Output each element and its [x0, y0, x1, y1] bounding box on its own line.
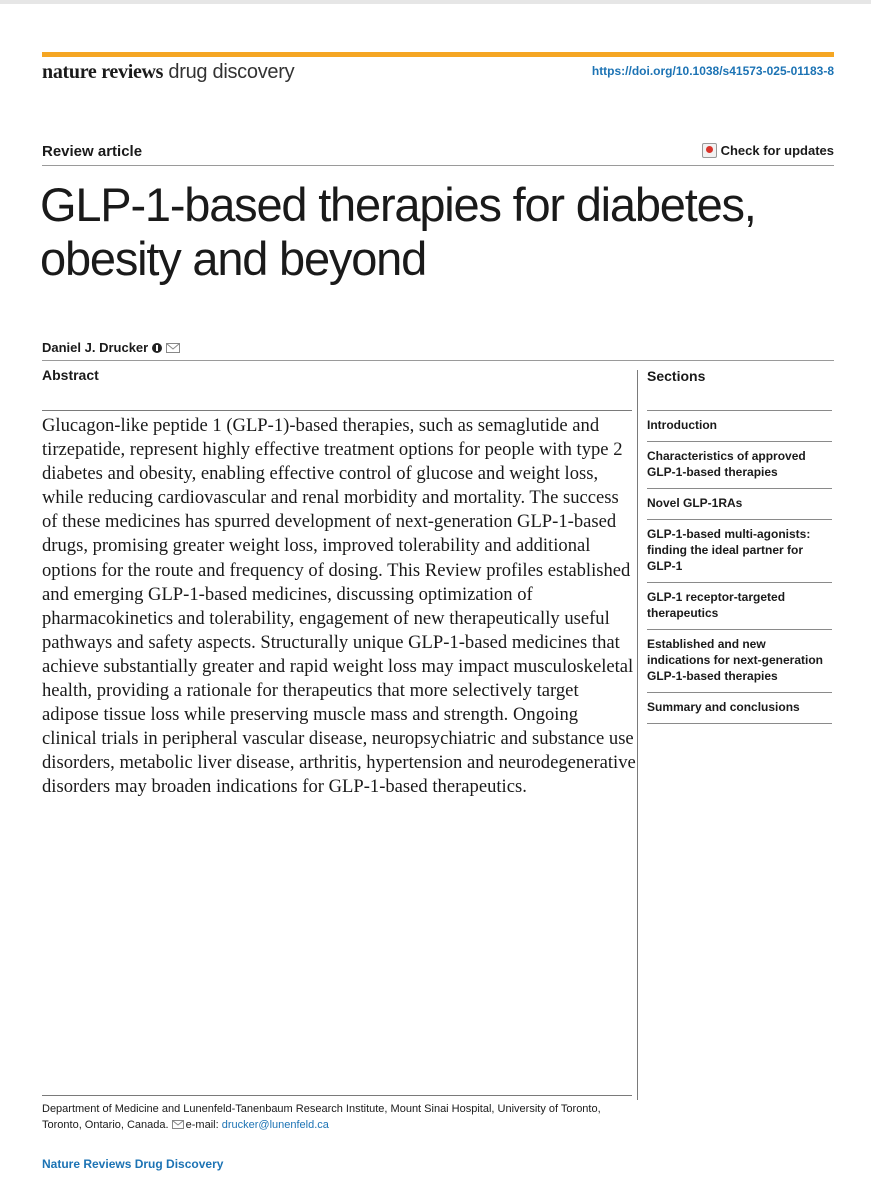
- email-icon: [172, 1120, 184, 1129]
- check-for-updates-label: Check for updates: [720, 143, 834, 158]
- sections-heading: Sections: [647, 368, 706, 384]
- orcid-icon[interactable]: [152, 343, 162, 353]
- affiliation-text: Department of Medicine and Lunenfeld-Tanenbaum Research Institute, Mount Sinai Hospital, University of Toronto, Toronto, Ontario, Canada.: [42, 1103, 601, 1131]
- section-link-summary[interactable]: Summary and conclusions: [647, 692, 832, 724]
- footnote-divider: [42, 1095, 632, 1096]
- journal-name-bold: nature reviews: [42, 61, 164, 83]
- abstract-divider: [42, 410, 632, 411]
- email-label: e-mail:: [185, 1119, 219, 1131]
- mail-icon[interactable]: [166, 343, 180, 353]
- footer-journal-name[interactable]: Nature Reviews Drug Discovery: [42, 1157, 224, 1171]
- column-divider: [637, 370, 638, 1100]
- section-link-indications[interactable]: Established and new indications for next-generation GLP-1-based therapies: [647, 629, 832, 692]
- section-link-receptor-targeted[interactable]: GLP-1 receptor-targeted therapeutics: [647, 582, 832, 629]
- abstract-text: Glucagon-like peptide 1 (GLP-1)-based therapies, such as semaglutide and tirzepatide, represent highly effective treatment options for people with type 2 diabetes and obesity, enabling effective control of glucose and weight loss, while reducing cardiovascular and renal morbidity and mortality. The success of these medicines has spurred development of next-generation GLP-1-based drugs, promising greater weight loss, improved tolerability and additional options for the route and frequency of dosing. This Review profiles established and emerging GLP-1-based medicines, discussing optimization of pharmacokinetics and tolerability, engagement of new therapeutically useful pathways and safety aspects. Structurally unique GLP-1-based medicines that achieve substantially greater and rapid weight loss may impact musculoskeletal health, providing a rationale for therapeutics that more selectively target adipose tissue loss while preserving muscle mass and strength. Ongoing clinical trials in peripheral vascular disease, neuropsychiatric and substance use disorders, metabolic liver disease, arthritis, hypertension and neurodegenerative disorders may broaden indications for GLP-1-based therapeutics.: [42, 415, 636, 798]
- article-title-line-2: obesity and beyond: [40, 232, 427, 285]
- sections-list: [647, 410, 832, 724]
- header-divider: [42, 165, 834, 166]
- check-for-updates-button[interactable]: [702, 143, 834, 158]
- page-top-edge: [0, 0, 871, 4]
- journal-name: [42, 61, 294, 84]
- article-type: Review article: [42, 143, 143, 160]
- abstract-heading: Abstract: [42, 367, 99, 383]
- section-link-multi-agonists[interactable]: GLP-1-based multi-agonists: finding the ideal partner for GLP-1: [647, 519, 832, 582]
- author-line: [42, 340, 180, 355]
- doi-link[interactable]: https://doi.org/10.1038/s41573-025-01183-8: [591, 64, 834, 78]
- email-link[interactable]: drucker@lunenfeld.ca: [221, 1119, 329, 1131]
- author-affiliation: [42, 1101, 642, 1133]
- article-title: [40, 178, 840, 286]
- section-link-introduction[interactable]: Introduction: [647, 410, 832, 441]
- check-updates-icon: [702, 143, 717, 158]
- journal-name-light: drug discovery: [168, 61, 295, 83]
- author-name[interactable]: Daniel J. Drucker: [42, 340, 149, 355]
- section-link-characteristics[interactable]: Characteristics of approved GLP-1-based therapies: [647, 441, 832, 488]
- article-title-line-1: GLP-1-based therapies for diabetes,: [40, 178, 756, 231]
- author-divider: [42, 360, 834, 361]
- journal-brand-bar: [42, 52, 834, 57]
- section-link-novel-glp1ras[interactable]: Novel GLP-1RAs: [647, 488, 832, 519]
